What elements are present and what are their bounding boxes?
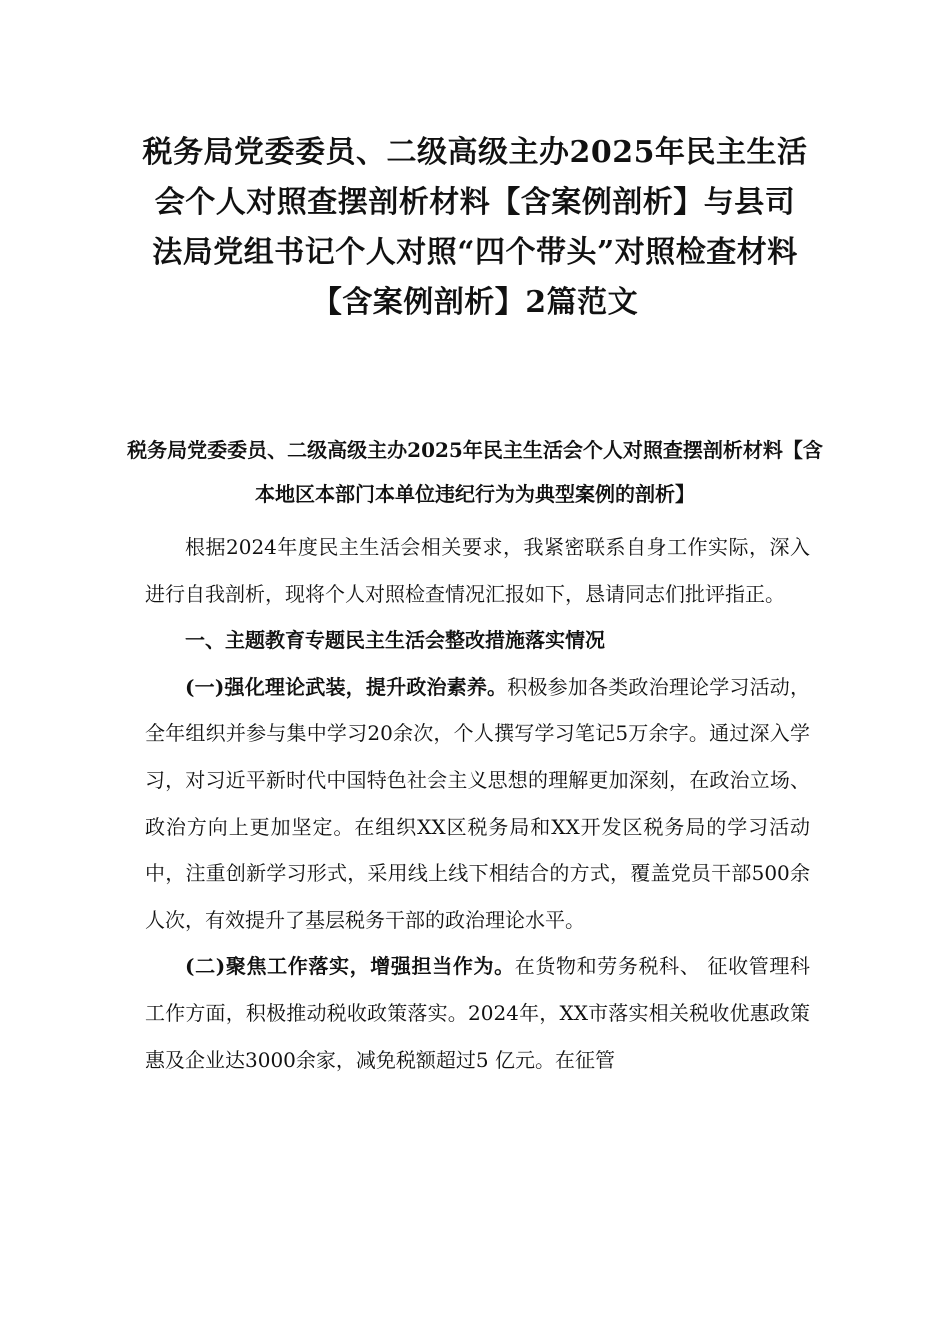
document-body [145, 524, 810, 1083]
intro-paragraph: 根据2024年度民主生活会相关要求，我紧密联系自身工作实际，深入进行自我剖析，现将个人对照检查情况汇报如下，恳请同志们批评指正。 [145, 535, 810, 606]
document-title: 税务局党委委员、二级高级主办2025年民主生活会个人对照查摆剖析材料【含案例剖析】与县司法局党组书记个人对照“四个带头”对照检查材料【含案例剖析】2篇范文 [142, 135, 808, 320]
item-2-text: 在货物和劳务税科、 征收管理科工作方面，积极推动税收政策落实。2024年，XX市落实相关税收优惠政策惠及企业达3000余家，减免税额超过5 亿元。在征管 [145, 954, 810, 1072]
heading-1: 一、主题教育专题民主生活会整改措施落实情况 [185, 628, 605, 653]
item-1-lead: (一)强化理论武装，提升政治素养。 [185, 674, 508, 699]
item-1-text: 积极参加各类政治理论学习活动，全年组织并参与集中学习20余次，个人撰写学习笔记5万余字。通过深入学习，对习近平新时代中国特色社会主义思想的理解更加深刻，在政治立场、政治方向上更加坚定。在组织XX区税务局和XX开发区税务局的学习活动中，注重创新学习形式，采用线上线下相结合的方式，覆盖党员干部500余人次，有效提升了基层税务干部的政治理论水平。 [145, 674, 810, 932]
item-1-paragraph [145, 664, 810, 944]
item-2-paragraph [145, 943, 810, 1083]
item-2-lead: (二)聚焦工作落实，增强担当作为。 [185, 954, 515, 979]
section-title: 税务局党委委员、二级高级主办2025年民主生活会个人对照查摆剖析材料【含本地区本部门本单位违纪行为为典型案例的剖析】 [127, 438, 823, 506]
